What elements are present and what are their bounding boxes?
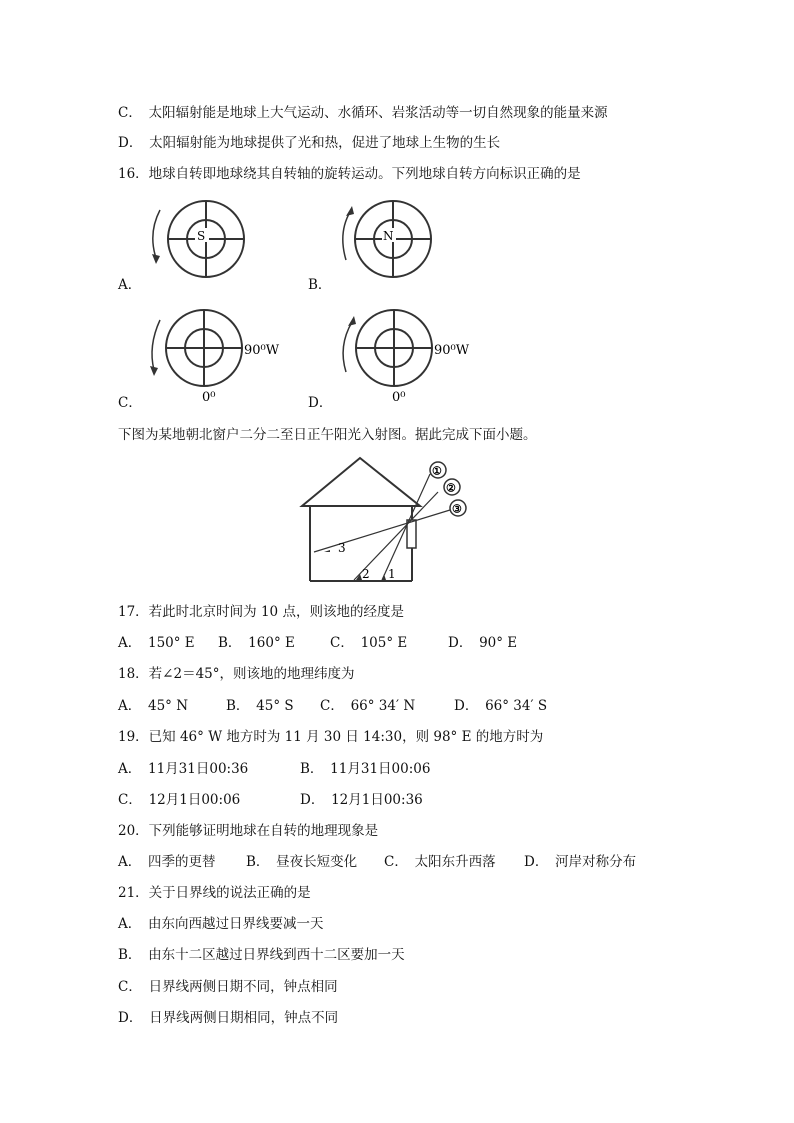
- q17-stem: 17．若此时北京时间为 10 点，则该地的经度是: [118, 604, 404, 620]
- q20-option-d: D． 河岸对称分布: [524, 854, 637, 870]
- q20-option-a: A． 四季的更替: [118, 854, 216, 870]
- q16-figure-b: [330, 198, 450, 288]
- angle-3-label: 3: [338, 541, 346, 555]
- q17-option-b: B． 160° E: [218, 635, 295, 651]
- q18-stem: 18．若∠2＝45°，则该地的地理纬度为: [118, 666, 355, 682]
- q16-fig-d-zero-label: 0⁰: [392, 390, 406, 405]
- q17-option-a: A． 150° E: [118, 635, 195, 651]
- q18-option-c: C． 66° 34′ N: [320, 698, 416, 714]
- q16-figure-a: [140, 198, 260, 288]
- house-sunlight-figure: [296, 454, 476, 584]
- angle-1-label: 1: [388, 567, 396, 581]
- q20-option-c: C． 太阳东升西落: [384, 854, 496, 870]
- q20-option-b: B． 昼夜长短变化: [246, 854, 358, 870]
- ray-3-label: ③: [452, 502, 462, 516]
- ray-1-label: ①: [432, 464, 442, 478]
- ray-2-label: ②: [446, 481, 456, 495]
- q16-fig-c-zero-label: 0⁰: [202, 390, 216, 405]
- q15-option-c: C． 太阳辐射能是地球上大气运动、水循环、岩浆活动等一切自然现象的能量来源: [118, 105, 608, 121]
- q21-option-c: C． 日界线两侧日期不同，钟点相同: [118, 979, 338, 995]
- q17-option-d: D． 90° E: [448, 635, 518, 651]
- q18-option-d: D． 66° 34′ S: [454, 698, 548, 714]
- q16-figure-c: [140, 306, 300, 406]
- q19-stem: 19．已知 46° W 地方时为 11 月 30 日 14:30，则 98° E 的地方时为: [118, 729, 544, 745]
- q21-option-b: B． 由东十二区越过日界线到西十二区要加一天: [118, 947, 405, 963]
- q17-option-c: C． 105° E: [330, 635, 408, 651]
- q16-label-c: C．: [118, 395, 142, 411]
- q16-label-a: A．: [118, 277, 142, 293]
- q19-option-b: B． 11月31日00:06: [300, 761, 431, 777]
- q21-stem: 21．关于日界线的说法正确的是: [118, 885, 311, 901]
- q16-fig-d-lon-label: 90⁰W: [434, 343, 470, 358]
- material-intro: 下图为某地朝北窗户二分二至日正午阳光入射图。据此完成下面小题。: [118, 427, 537, 443]
- q18-option-a: A． 45° N: [118, 698, 189, 714]
- q19-option-a: A． 11月31日00:36: [118, 761, 249, 777]
- q16-label-d: D．: [308, 395, 333, 411]
- q16-figure-d: [330, 306, 490, 406]
- q19-option-c: C． 12月1日00:06: [118, 792, 241, 808]
- angle-2-label: 2: [362, 567, 370, 581]
- q16-stem: 16．地球自转即地球绕其自转轴的旋转运动。下列地球自转方向标识正确的是: [118, 166, 581, 182]
- q18-option-b: B． 45° S: [226, 698, 294, 714]
- q21-option-d: D． 日界线两侧日期相同，钟点不同: [118, 1010, 339, 1026]
- q16-fig-a-pole-label: S: [197, 229, 206, 243]
- q21-option-a: A． 由东向西越过日界线要减一天: [118, 916, 324, 932]
- q16-fig-c-lon-label: 90⁰W: [244, 343, 280, 358]
- q19-option-d: D． 12月1日00:36: [300, 792, 423, 808]
- q15-option-d: D． 太阳辐射能为地球提供了光和热，促进了地球上生物的生长: [118, 135, 501, 151]
- q16-label-b: B．: [308, 277, 332, 293]
- q20-stem: 20．下列能够证明地球在自转的地理现象是: [118, 823, 379, 839]
- q16-fig-b-pole-label: N: [383, 229, 394, 243]
